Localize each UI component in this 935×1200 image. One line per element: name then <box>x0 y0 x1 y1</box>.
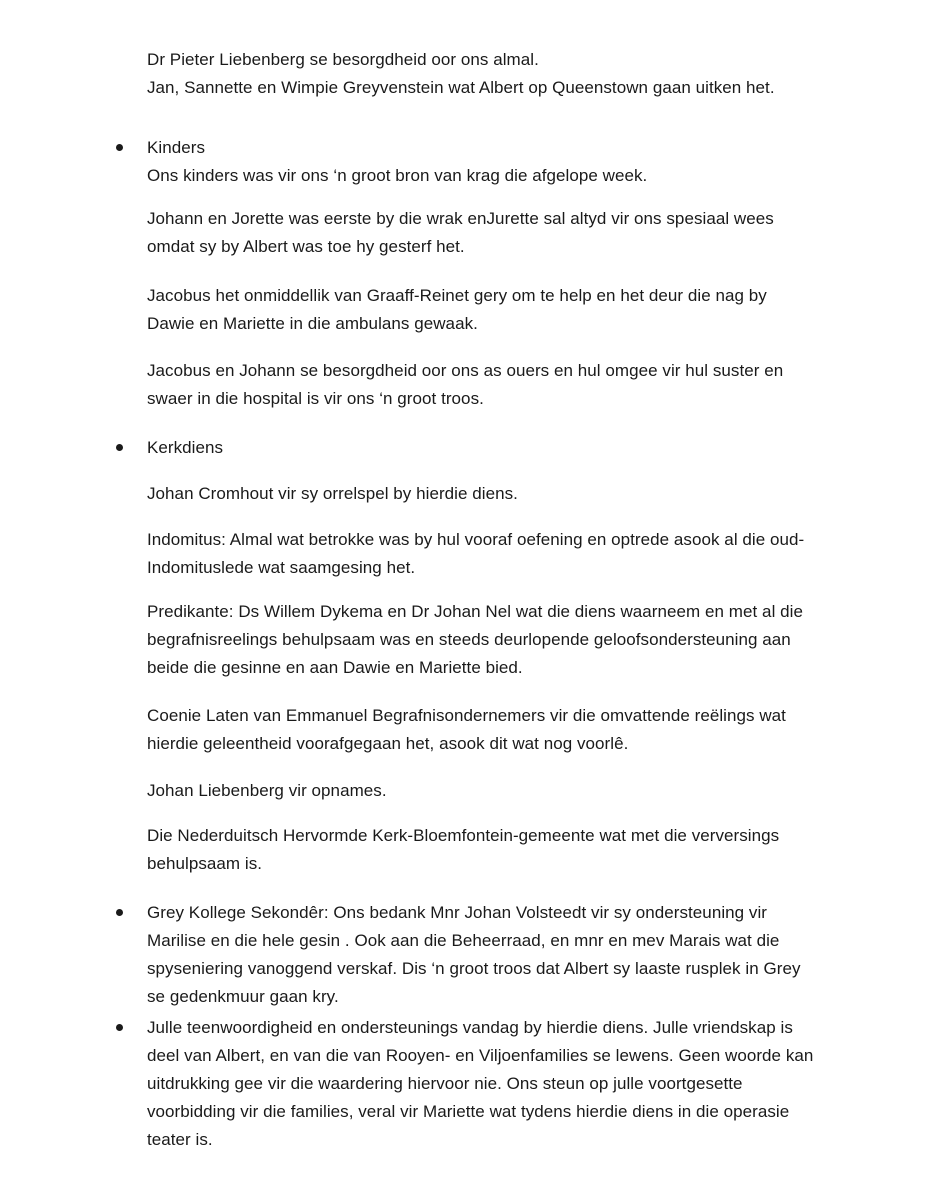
paragraph-line: omdat sy by Albert was toe hy gesterf het. <box>147 237 465 256</box>
paragraph-line: Coenie Laten van Emmanuel Begrafnisondernemers vir die omvattende reëlings wat <box>147 706 786 725</box>
paragraph-line: voorbidding vir die families, veral vir Mariette wat tydens hierdie diens in die operasie <box>147 1102 790 1121</box>
paragraph-line: behulpsaam is. <box>147 854 263 873</box>
paragraph-line: Indomituslede wat saamgesing het. <box>147 558 416 577</box>
paragraph-line: beide die gesinne en aan Dawie en Mariette bied. <box>147 658 523 677</box>
paragraph-line: Dawie en Mariette in die ambulans gewaak. <box>147 314 478 333</box>
paragraph-line: begrafnisreelings behulpsaam was en steeds deurlopende geloofsondersteuning aan <box>147 630 791 649</box>
bullet-icon <box>116 444 123 451</box>
section-heading-kinders: Kinders <box>147 138 205 157</box>
bullet-icon <box>116 1024 123 1031</box>
paragraph-line: teater is. <box>147 1130 213 1149</box>
section-heading-kerkdiens: Kerkdiens <box>147 438 224 457</box>
paragraph-line: uitdrukking gee vir die waardering hiervoor nie. Ons steun op julle voortgesette <box>147 1074 743 1093</box>
paragraph-line: Marilise en die hele gesin . Ook aan die Beheerraad, en mnr en mev Marais wat die <box>147 931 780 950</box>
paragraph-line: Predikante: Ds Willem Dykema en Dr Johan Nel wat die diens waarneem en met al die <box>147 602 804 621</box>
paragraph-line: Johan Cromhout vir sy orrelspel by hierdie diens. <box>147 484 518 503</box>
paragraph-line: deel van Albert, en van die van Rooyen- en Viljoenfamilies se lewens. Geen woorde kan <box>147 1046 814 1065</box>
paragraph-line: spyseniering vanoggend verskaf. Dis ‘n groot troos dat Albert sy laaste rusplek in Grey <box>147 959 801 978</box>
paragraph-line: Grey Kollege Sekondêr: Ons bedank Mnr Johan Volsteedt vir sy ondersteuning vir <box>147 903 768 922</box>
paragraph-line: hierdie geleentheid voorafgegaan het, asook dit wat nog voorlê. <box>147 734 629 753</box>
intro-line: Dr Pieter Liebenberg se besorgdheid oor ons almal. <box>147 50 539 69</box>
bullet-icon <box>116 144 123 151</box>
paragraph-line: Johann en Jorette was eerste by die wrak enJurette sal altyd vir ons spesiaal wees <box>147 209 774 228</box>
intro-line: Jan, Sannette en Wimpie Greyvenstein wat Albert op Queenstown gaan uitken het. <box>147 78 775 97</box>
paragraph-line: Julle teenwoordigheid en ondersteunings vandag by hierdie diens. Julle vriendskap is <box>147 1018 793 1037</box>
paragraph-line: se gedenkmuur gaan kry. <box>147 987 339 1006</box>
paragraph-line: Jacobus en Johann se besorgdheid oor ons as ouers en hul omgee vir hul suster en <box>147 361 784 380</box>
bullet-icon <box>116 909 123 916</box>
paragraph-line: Indomitus: Almal wat betrokke was by hul vooraf oefening en optrede asook al die oud- <box>147 530 805 549</box>
paragraph-line: Die Nederduitsch Hervormde Kerk-Bloemfontein-gemeente wat met die verversings <box>147 826 780 845</box>
paragraph-line: Jacobus het onmiddellik van Graaff-Reinet gery om te help en het deur die nag by <box>147 286 767 305</box>
paragraph-line: Johan Liebenberg vir opnames. <box>147 781 387 800</box>
paragraph-line: swaer in die hospital is vir ons ‘n groot troos. <box>147 389 484 408</box>
paragraph-line: Ons kinders was vir ons ‘n groot bron van krag die afgelope week. <box>147 166 648 185</box>
